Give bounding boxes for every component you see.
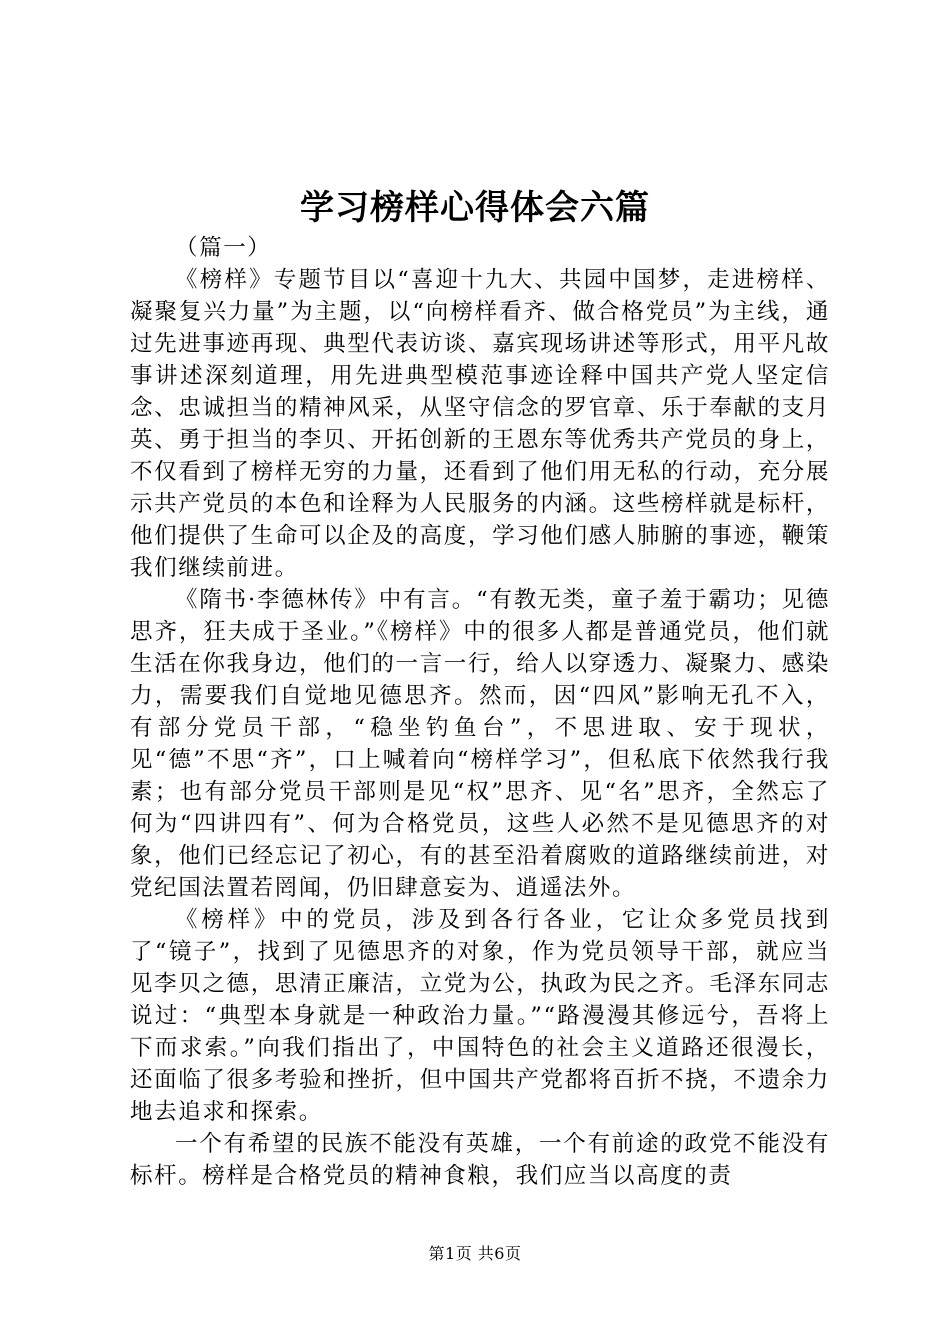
paragraph-4: 一个有希望的民族不能没有英雄，一个有前途的政党不能没有标杆。榜样是合格党员的精神食粮，我们应当以高度的责 <box>130 1131 830 1189</box>
document-title: 学习榜样心得体会六篇 <box>300 188 650 228</box>
section-label: （篇一） <box>175 235 272 261</box>
document-body <box>130 232 830 1192</box>
paragraph-3: 《榜样》中的党员，涉及到各行各业，它让众多党员找到了“镜子”，找到了见德思齐的对象，作为党员领导干部，就应当见李贝之德，思清正廉洁，立党为公，执政为民之齐。毛泽东同志说过：“典型本身就是一种政治力量。”“路漫漫其修远兮，吾将上下而求索。”向我们指出了，中国特色的社会主义道路还很漫长，还面临了很多考验和挫折，但中国共产党都将百折不挠，不遗余力地去追求和探索。 <box>130 907 830 1125</box>
paragraph-2: 《隋书·李德林传》中有言。“有教无类，童子羞于霸功；见德思齐，狂夫成于圣业。”《榜样》中的很多人都是普通党员，他们就生活在你我身边，他们的一言一行，给人以穿透力、凝聚力、感染力，需要我们自觉地见德思齐。然而，因“四风”影响无孔不入，有部分党员干部，“稳坐钓鱼台”，不思进取、安于现状，见“德”不思“齐”，口上喊着向“榜样学习”，但私底下依然我行我素；也有部分党员干部则是见“权”思齐、见“名”思齐，全然忘了何为“四讲四有”、何为合格党员，这些人必然不是见德思齐的对象，他们已经忘记了初心，有的甚至沿着腐败的道路继续前进，对党纪国法置若罔闻，仍旧肆意妄为、逍遥法外。 <box>130 587 830 901</box>
page-footer: 第1页 共6页 <box>428 1244 522 1263</box>
paragraph-1: 《榜样》专题节目以“喜迎十九大、共园中国梦，走进榜样、凝聚复兴力量”为主题，以“向榜样看齐、做合格党员”为主线，通过先进事迹再现、典型代表访谈、嘉宾现场讲述等形式，用平凡故事讲述深刻道理，用先进典型模范事迹诠释中国共产党人坚定信念、忠诚担当的精神风采，从坚守信念的罗官章、乐于奉献的支月英、勇于担当的李贝、开拓创新的王恩东等优秀共产党员的身上，不仅看到了榜样无穷的力量，还看到了他们用无私的行动，充分展示共产党员的本色和诠释为人民服务的内涵。这些榜样就是标杆，他们提供了生命可以企及的高度，学习他们感人肺腑的事迹，鞭策我们继续前进。 <box>130 267 830 581</box>
